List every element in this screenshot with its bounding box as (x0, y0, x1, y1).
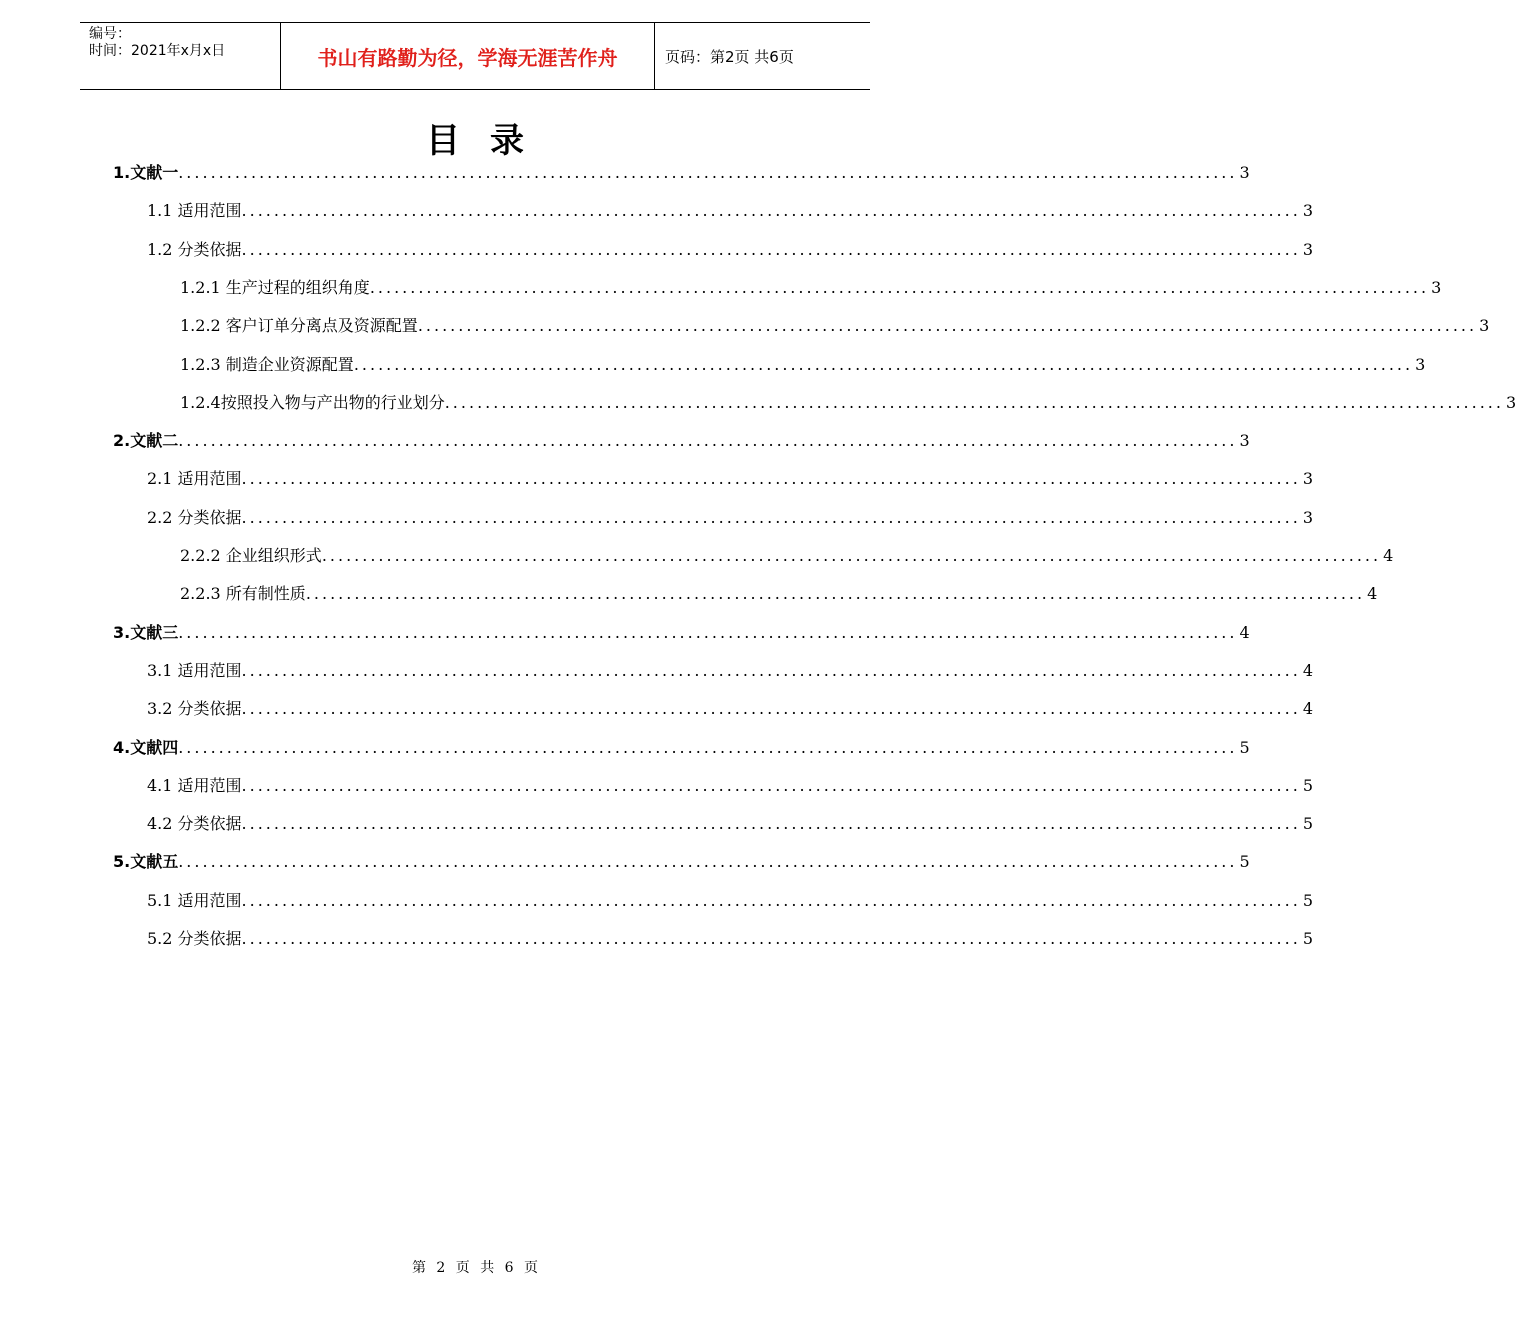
toc-leader-dots: ................................................................................................................................... (241, 929, 1301, 948)
toc-entry[interactable] (180, 275, 1442, 299)
toc-entry-page: 5 (1239, 852, 1250, 871)
toc-entry[interactable] (147, 696, 1313, 720)
page-header (80, 22, 870, 90)
toc-entry-page: 3 (1239, 163, 1250, 182)
header-page-info: 页码：第2页 共6页 (665, 47, 794, 66)
toc-entry-page: 5 (1302, 776, 1313, 795)
toc-entry[interactable] (147, 198, 1313, 222)
toc-entry[interactable] (147, 505, 1313, 529)
toc-title: 目录 (426, 121, 554, 161)
toc-entry-page: 3 (1415, 355, 1426, 374)
toc-entry-title: 5.文献五 (113, 852, 179, 871)
toc-leader-dots: ................................................................................................................................... (241, 508, 1301, 527)
header-date: 时间：2021年x月x日 (89, 43, 226, 59)
toc-leader-dots: ................................................................................................................................... (369, 278, 1430, 297)
toc-entry-title: 1.2.2 客户订单分离点及资源配置 (180, 316, 418, 335)
toc-entry[interactable] (113, 849, 1250, 873)
toc-entry[interactable] (147, 926, 1313, 950)
toc-entry-title: 1.2.3 制造企业资源配置 (180, 355, 354, 374)
toc-entry-title: 1.文献一 (113, 163, 179, 182)
toc-entry-title: 2.1 适用范围 (147, 469, 242, 488)
toc-entry-page: 3 (1302, 508, 1313, 527)
toc-entry[interactable] (147, 466, 1313, 490)
toc-entry[interactable] (180, 390, 1516, 414)
header-number: 编号： (89, 26, 131, 42)
toc-entry[interactable] (147, 888, 1313, 912)
toc-entry-page: 3 (1505, 393, 1516, 412)
toc-leader-dots: ................................................................................................................................... (241, 891, 1301, 910)
toc-entry-title: 3.1 适用范围 (147, 661, 242, 680)
toc-entry-title: 1.1 适用范围 (147, 201, 242, 220)
toc-entry-page: 5 (1302, 891, 1313, 910)
toc-leader-dots: ................................................................................................................................... (241, 240, 1301, 259)
toc-leader-dots: ................................................................................................................................... (241, 201, 1301, 220)
toc-entry-page: 4 (1367, 584, 1378, 603)
toc-leader-dots: ................................................................................................................................... (241, 776, 1301, 795)
toc-entry-title: 2.2 分类依据 (147, 508, 242, 527)
toc-leader-dots: ................................................................................................................................... (305, 584, 1366, 603)
toc-entry-title: 2.2.2 企业组织形式 (180, 546, 322, 565)
toc-entry[interactable] (180, 543, 1394, 567)
toc-entry-page: 3 (1479, 316, 1490, 335)
toc-entry-title: 1.2.1 生产过程的组织角度 (180, 278, 370, 297)
toc-entry[interactable] (147, 773, 1313, 797)
toc-entry[interactable] (113, 735, 1250, 759)
toc-leader-dots: ................................................................................................................................... (353, 355, 1414, 374)
toc-entry-title: 5.1 适用范围 (147, 891, 242, 910)
toc-leader-dots: ................................................................................................................................... (417, 316, 1478, 335)
toc-entry-page: 4 (1239, 623, 1250, 642)
toc-entry[interactable] (180, 581, 1378, 605)
toc-entry-page: 4 (1302, 661, 1313, 680)
toc-entry-title: 5.2 分类依据 (147, 929, 242, 948)
toc-entry[interactable] (147, 237, 1313, 261)
toc-leader-dots: ................................................................................................................................... (321, 546, 1382, 565)
toc-leader-dots: ................................................................................................................................... (178, 623, 1238, 642)
toc-leader-dots: ................................................................................................................................... (241, 699, 1301, 718)
toc-entry[interactable] (113, 620, 1250, 644)
toc-entry-title: 2.2.3 所有制性质 (180, 584, 306, 603)
toc-entry-page: 3 (1302, 240, 1313, 259)
toc-entry-title: 3.2 分类依据 (147, 699, 242, 718)
toc-entry[interactable] (180, 313, 1490, 337)
toc-entry-page: 5 (1302, 929, 1313, 948)
toc-entry-page: 3 (1302, 201, 1313, 220)
toc-entry-title: 1.2.4按照投入物与产出物的行业划分 (180, 393, 445, 412)
toc-entry[interactable] (113, 428, 1250, 452)
toc-entry-page: 3 (1431, 278, 1442, 297)
toc-entry[interactable] (113, 160, 1250, 184)
toc-entry-page: 5 (1239, 738, 1250, 757)
header-motto: 书山有路勤为径，学海无涯苦作舟 (281, 23, 655, 89)
toc-entry-title: 4.1 适用范围 (147, 776, 242, 795)
toc-entry-title: 3.文献三 (113, 623, 179, 642)
toc-entry-page: 3 (1239, 431, 1250, 450)
toc-leader-dots: ................................................................................................................................... (241, 661, 1301, 680)
header-meta (80, 23, 281, 89)
toc-leader-dots: ................................................................................................................................... (178, 852, 1238, 871)
page-footer: 第 2 页 共 6 页 (411, 1260, 539, 1276)
toc-entry-title: 2.文献二 (113, 431, 179, 450)
toc-entry-page: 3 (1302, 469, 1313, 488)
toc-entry-page: 4 (1302, 699, 1313, 718)
toc-entry-title: 1.2 分类依据 (147, 240, 242, 259)
toc-leader-dots: ................................................................................................................................... (241, 814, 1301, 833)
toc-leader-dots: ................................................................................................................................... (178, 163, 1238, 182)
toc-entry-title: 4.文献四 (113, 738, 179, 757)
toc-entry-page: 4 (1383, 546, 1394, 565)
toc-entry[interactable] (180, 352, 1426, 376)
toc-leader-dots: ................................................................................................................................... (178, 738, 1238, 757)
toc-leader-dots: ................................................................................................................................... (444, 393, 1504, 412)
toc-entry-page: 5 (1302, 814, 1313, 833)
toc-entry-title: 4.2 分类依据 (147, 814, 242, 833)
toc-leader-dots: ................................................................................................................................... (178, 431, 1238, 450)
toc-leader-dots: ................................................................................................................................... (241, 469, 1301, 488)
toc-entry[interactable] (147, 811, 1313, 835)
toc-entry[interactable] (147, 658, 1313, 682)
